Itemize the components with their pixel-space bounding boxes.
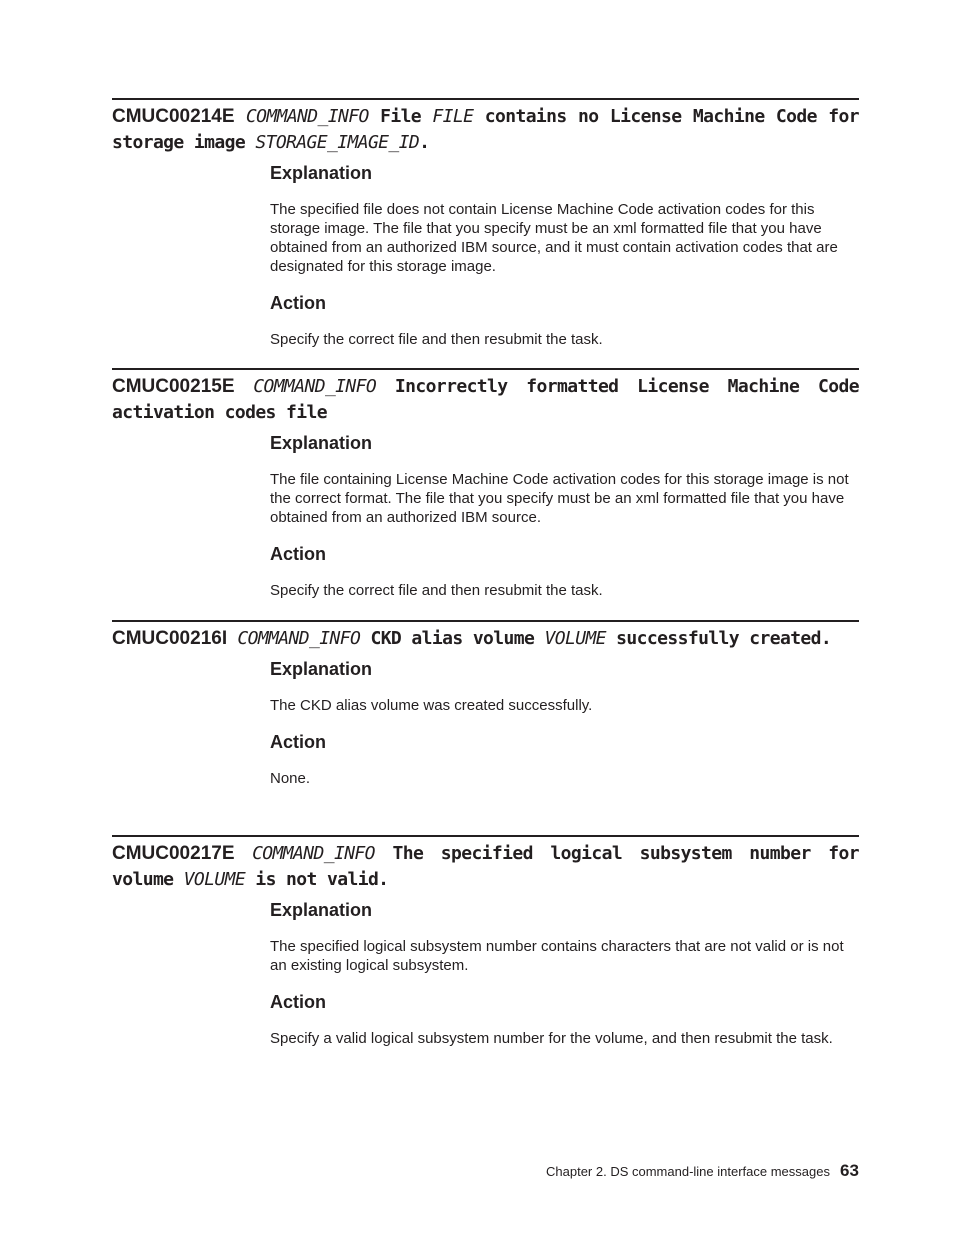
message-title <box>112 374 859 426</box>
message-text: The specified logical subsystem number for volume <box>112 843 859 890</box>
message-variable: COMMAND_INFO <box>253 376 377 397</box>
action-heading: Action <box>270 293 326 313</box>
divider <box>112 98 859 100</box>
message-variable: FILE <box>432 106 474 127</box>
message-text: . <box>419 132 430 153</box>
message-variable: COMMAND_INFO <box>252 843 375 864</box>
explanation-heading: Explanation <box>270 659 373 679</box>
action-heading: Action <box>270 544 326 564</box>
message-entry <box>112 98 859 349</box>
message-id: CMUC00217E <box>112 843 235 864</box>
page-number: 63 <box>840 1161 859 1180</box>
message-id: CMUC00216I <box>112 628 228 649</box>
explanation-text: The specified file does not contain License Machine Code activation codes for this storage image. The file that you specify must be an xml formatted file that you have obtained from an authorized IBM source, and it must contain activation codes that are designated for this storage image. <box>270 201 838 275</box>
explanation-heading: Explanation <box>270 433 373 453</box>
message-id: CMUC00215E <box>112 376 235 397</box>
explanation-text: The CKD alias volume was created successfully. <box>270 697 593 714</box>
message-entry <box>112 368 859 600</box>
message-entry <box>112 620 859 788</box>
footer-chapter: Chapter 2. DS command-line interface messages <box>546 1164 830 1179</box>
explanation-text: The file containing License Machine Code activation codes for this storage image is not the correct format. The file that you specify must be an xml formatted file that you have obtained from an authorized IBM source. <box>270 471 849 526</box>
message-entry <box>112 835 859 1048</box>
divider <box>112 835 859 837</box>
divider <box>112 620 859 622</box>
message-text: contains no License Machine Code for storage image <box>112 106 859 153</box>
message-text: Incorrectly formatted License Machine Code activation codes file <box>112 376 859 423</box>
action-text: Specify a valid logical subsystem number for the volume, and then resubmit the task. <box>270 1030 833 1047</box>
message-variable: COMMAND_INFO <box>237 628 361 649</box>
message-id: CMUC00214E <box>112 106 235 127</box>
message-text: is not valid. <box>255 869 389 890</box>
message-text: successfully created. <box>616 628 832 649</box>
explanation-heading: Explanation <box>270 900 373 920</box>
action-text: Specify the correct file and then resubmit the task. <box>270 331 603 348</box>
action-text: Specify the correct file and then resubmit the task. <box>270 582 603 599</box>
message-text: File <box>380 106 422 127</box>
explanation-heading: Explanation <box>270 163 373 183</box>
message-variable: STORAGE_IMAGE_ID <box>255 132 420 153</box>
message-title <box>112 104 859 156</box>
message-variable: COMMAND_INFO <box>245 106 369 127</box>
action-heading: Action <box>270 992 326 1012</box>
message-title <box>112 626 859 652</box>
message-title <box>112 841 859 893</box>
explanation-text: The specified logical subsystem number contains characters that are not valid or is not an existing logical subsystem. <box>270 938 844 974</box>
action-heading: Action <box>270 732 326 752</box>
divider <box>112 368 859 370</box>
message-variable: VOLUME <box>183 869 246 890</box>
message-text: CKD alias volume <box>370 628 535 649</box>
action-text: None. <box>270 770 311 787</box>
message-variable: VOLUME <box>544 628 606 649</box>
